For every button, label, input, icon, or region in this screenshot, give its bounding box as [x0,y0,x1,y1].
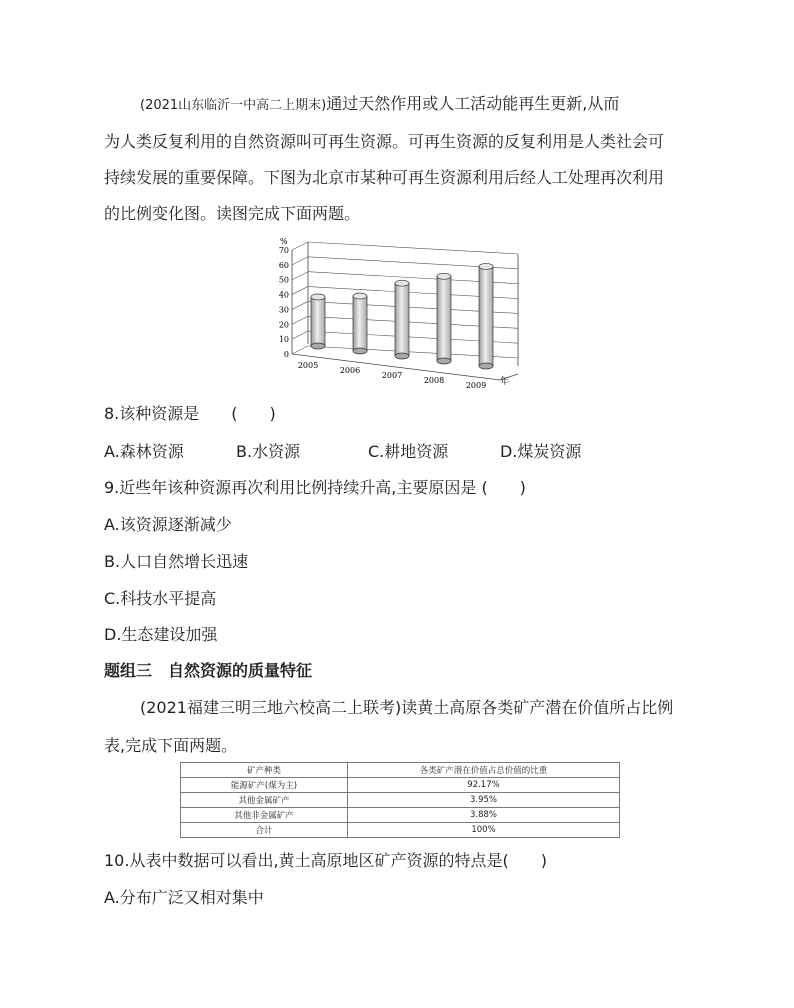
mineral-value-table [180,762,620,838]
q9-option-d[interactable]: D.生态建设加强 [104,625,218,644]
x-tick-label: 2008 [423,376,445,385]
intro2-line2: 表,完成下面两题。 [104,736,238,755]
section-heading: 题组三 自然资源的质量特征 [104,661,313,680]
table-cell-share: 3.88% [348,808,620,823]
q10-option-a[interactable]: A.分布广泛又相对集中 [104,888,264,907]
chart-y-ticks [279,246,289,359]
y-tick-label: 60 [278,260,289,270]
table-row [181,778,620,793]
q9-stem: 9.近些年该种资源再次利用比例持续升高,主要原因是 ( ) [104,478,526,497]
recycling-ratio-chart [270,236,530,396]
q9-option-b[interactable]: B.人口自然增长迅速 [104,552,249,571]
q8-option-a[interactable]: A.森林资源 [104,442,184,461]
table-cell-type: 其他非金属矿产 [181,808,348,823]
y-tick-label: 20 [278,320,289,330]
q8-option-b[interactable]: B.水资源 [236,442,301,461]
x-tick-label: 2005 [297,361,319,370]
q9-option-c[interactable]: C.科技水平提高 [104,589,217,608]
x-tick-label: 2007 [381,371,403,380]
q8-options [104,442,581,462]
q8-option-d[interactable]: D.煤炭资源 [500,442,582,461]
y-tick-label: 40 [278,290,289,300]
q8-stem: 8.该种资源是 ( ) [104,404,276,423]
intro1-line1 [140,94,619,116]
q10-stem: 10.从表中数据可以看出,黄土高原地区矿产资源的特点是( ) [104,851,548,870]
bar-2006 [353,293,367,354]
chart-x-ticks [298,361,486,390]
y-tick-label: 30 [278,305,289,315]
table-header-type: 矿产种类 [181,763,348,778]
intro1-line4: 的比例变化图。读图完成下面两题。 [104,204,361,223]
table-header-row [181,763,620,778]
bar-2007 [395,280,409,359]
x-tick-label: 2009 [465,381,487,390]
y-tick-label: 70 [278,246,289,255]
table-cell-type: 其他金属矿产 [181,793,348,808]
y-tick-label: 50 [278,275,289,285]
intro1-source: (2021山东临沂一中高二上期末) [140,98,327,113]
q9-option-a[interactable]: A.该资源逐渐减少 [104,515,232,534]
bar-2005 [311,294,325,349]
chart-y-unit: % [280,237,288,246]
intro1-line2: 为人类反复利用的自然资源叫可再生资源。可再生资源的反复利用是人类社会可 [104,132,665,151]
bar-2009 [479,263,493,369]
bar-2008 [437,273,451,364]
x-tick-label: 2006 [339,366,361,375]
chart-bars [311,263,493,369]
chart-x-unit: 年 [500,377,510,387]
q8-option-c[interactable]: C.耕地资源 [368,442,449,461]
table-cell-type: 能源矿产(煤为主) [181,778,348,793]
y-tick-label: 10 [278,335,289,345]
table-cell-share: 92.17% [348,778,620,793]
table-row [181,793,620,808]
table-cell-share: 3.95% [348,793,620,808]
y-tick-label: 0 [283,350,289,359]
table-row [181,823,620,838]
table-cell-type: 合计 [181,823,348,838]
intro2-line1: (2021福建三明三地六校高二上联考)读黄土高原各类矿产潜在价值所占比例 [140,698,674,717]
intro1-line3: 持续发展的重要保障。下图为北京市某种可再生资源利用后经人工处理再次利用 [104,168,665,187]
intro1-text-1: 通过天然作用或人工活动能再生更新,从而 [326,94,620,113]
table-row [181,808,620,823]
table-header-share: 各类矿产潜在价值占总价值的比重 [348,763,620,778]
table-cell-share: 100% [348,823,620,838]
